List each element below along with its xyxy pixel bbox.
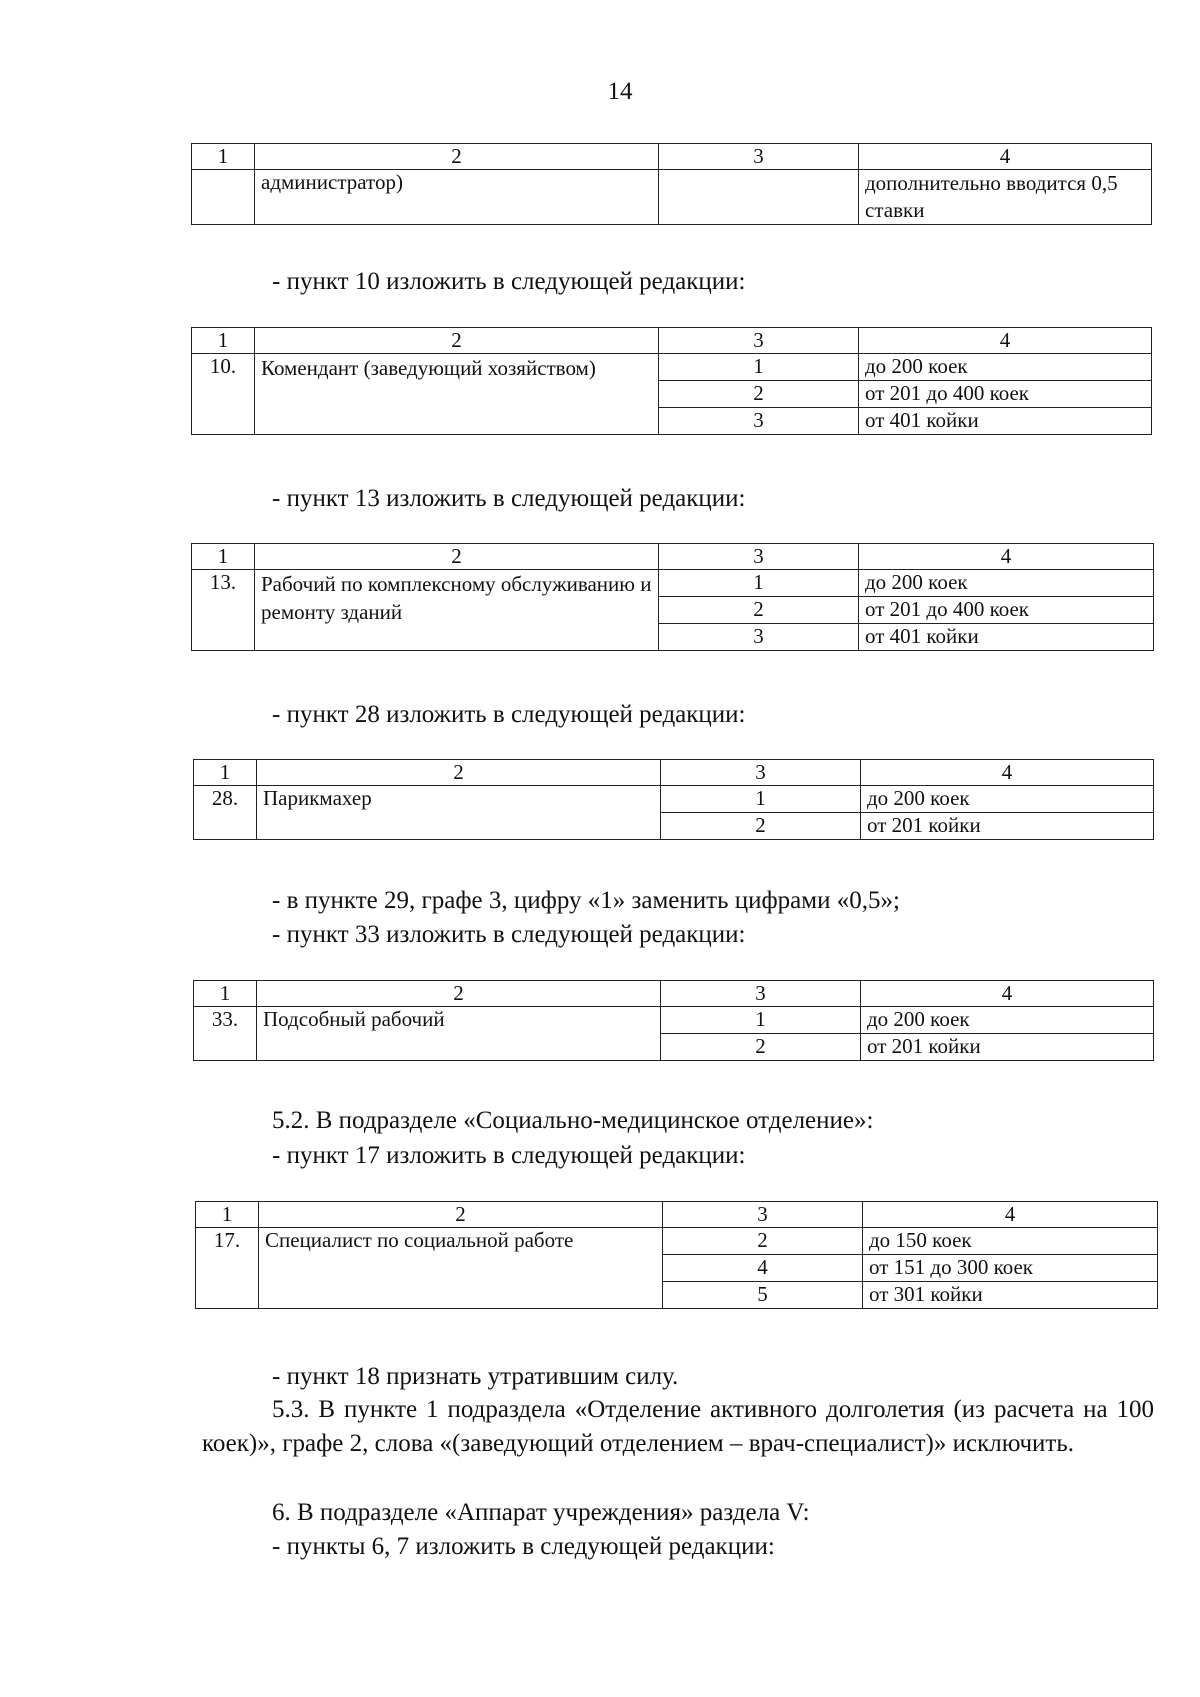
header-cell: 3	[659, 144, 859, 170]
table-item-33	[193, 980, 1154, 1061]
condition-cell: до 200 коек	[861, 1007, 1154, 1034]
table-header-row	[194, 981, 1154, 1007]
table-item-13	[191, 543, 1154, 651]
header-cell: 2	[259, 1202, 663, 1228]
position-name-cell: администратор)	[255, 170, 659, 225]
row-number-cell: 17.	[196, 1228, 259, 1309]
row-number-cell: 10.	[192, 354, 255, 435]
header-cell: 4	[859, 328, 1152, 354]
subsection-heading: 5.2. В подразделе «Социально-медицинское отделение»:	[272, 1107, 874, 1134]
header-cell: 2	[257, 760, 661, 786]
table-row	[194, 786, 1154, 813]
header-cell: 1	[192, 544, 255, 570]
table-row	[194, 1007, 1154, 1034]
condition-cell: от 401 койки	[859, 624, 1154, 651]
count-cell	[659, 170, 859, 225]
header-cell: 3	[659, 328, 859, 354]
condition-cell: от 201 койки	[861, 1034, 1154, 1061]
count-cell: 5	[663, 1282, 863, 1309]
header-cell: 4	[863, 1202, 1158, 1228]
position-name-cell: Рабочий по комплексному обслуживанию и ремонту зданий	[255, 570, 659, 651]
header-cell: 4	[859, 144, 1152, 170]
paragraph: - пункт 13 изложить в следующей редакции:	[272, 485, 746, 512]
count-cell: 4	[663, 1255, 863, 1282]
count-cell: 2	[663, 1228, 863, 1255]
header-cell: 4	[859, 544, 1154, 570]
table-item-28	[193, 759, 1154, 840]
paragraph: - пункт 10 изложить в следующей редакции:	[272, 268, 746, 295]
table-row	[192, 354, 1152, 381]
condition-cell: от 201 до 400 коек	[859, 597, 1154, 624]
condition-cell: от 401 койки	[859, 408, 1152, 435]
header-cell: 3	[661, 760, 861, 786]
table-header-row	[192, 144, 1152, 170]
count-cell: 2	[661, 813, 861, 840]
table-header-row	[192, 544, 1154, 570]
header-cell: 3	[661, 981, 861, 1007]
header-cell: 4	[861, 981, 1154, 1007]
paragraph: 5.3. В пункте 1 подраздела «Отделение активного долголетия (из расчета на 100 коек)», графе 2, слова «(заведующий отделением – врач-специалист)» исключить.	[202, 1396, 1154, 1457]
count-cell: 1	[659, 570, 859, 597]
table-row	[192, 170, 1152, 225]
condition-cell: от 151 до 300 коек	[863, 1255, 1158, 1282]
paragraph: - пункт 33 изложить в следующей редакции:	[272, 921, 746, 948]
condition-cell: до 200 коек	[859, 354, 1152, 381]
header-cell: 1	[192, 144, 255, 170]
condition-cell: до 200 коек	[861, 786, 1154, 813]
table-header-row	[196, 1202, 1158, 1228]
header-cell: 3	[659, 544, 859, 570]
count-cell: 3	[659, 624, 859, 651]
table-row	[196, 1228, 1158, 1255]
table-row	[192, 570, 1154, 597]
position-name-cell: Комендант (заведующий хозяйством)	[255, 354, 659, 435]
header-cell: 1	[192, 328, 255, 354]
count-cell: 2	[661, 1034, 861, 1061]
position-name-cell: Парикмахер	[257, 786, 661, 840]
header-cell: 2	[255, 544, 659, 570]
paragraph: 6. В подразделе «Аппарат учреждения» раздела V:	[272, 1499, 810, 1526]
paragraph: - пункт 28 изложить в следующей редакции:	[272, 701, 746, 728]
table-header-row	[192, 328, 1152, 354]
paragraph: - пункт 18 признать утратившим силу.	[272, 1363, 679, 1390]
count-cell: 2	[659, 381, 859, 408]
header-cell: 2	[255, 144, 659, 170]
paragraph: - в пункте 29, графе 3, цифру «1» заменить цифрами «0,5»;	[272, 887, 900, 914]
header-cell: 2	[255, 328, 659, 354]
table-item-17	[195, 1201, 1158, 1309]
header-cell: 2	[257, 981, 661, 1007]
position-name-cell: Подсобный рабочий	[257, 1007, 661, 1061]
paragraph: - пункты 6, 7 изложить в следующей редакции:	[272, 1533, 775, 1560]
count-cell: 3	[659, 408, 859, 435]
condition-cell: до 150 коек	[863, 1228, 1158, 1255]
count-cell: 2	[659, 597, 859, 624]
header-cell: 1	[194, 981, 257, 1007]
count-cell: 1	[661, 1007, 861, 1034]
page-number: 14	[607, 78, 633, 105]
table-item-10	[191, 327, 1152, 435]
header-cell: 1	[194, 760, 257, 786]
table-header-row	[194, 760, 1154, 786]
condition-cell: до 200 коек	[859, 570, 1154, 597]
table-continuation	[191, 143, 1152, 225]
count-cell: 1	[661, 786, 861, 813]
condition-cell: дополнительно вводится 0,5 ставки	[859, 170, 1152, 225]
paragraph: - пункт 17 изложить в следующей редакции:	[272, 1142, 746, 1169]
condition-cell: от 201 койки	[861, 813, 1154, 840]
condition-cell: от 201 до 400 коек	[859, 381, 1152, 408]
row-number-cell: 33.	[194, 1007, 257, 1061]
row-number-cell: 28.	[194, 786, 257, 840]
row-number-cell: 13.	[192, 570, 255, 651]
count-cell: 1	[659, 354, 859, 381]
condition-cell: от 301 койки	[863, 1282, 1158, 1309]
header-cell: 1	[196, 1202, 259, 1228]
position-name-cell: Специалист по социальной работе	[259, 1228, 663, 1309]
header-cell: 4	[861, 760, 1154, 786]
row-number-cell	[192, 170, 255, 225]
header-cell: 3	[663, 1202, 863, 1228]
